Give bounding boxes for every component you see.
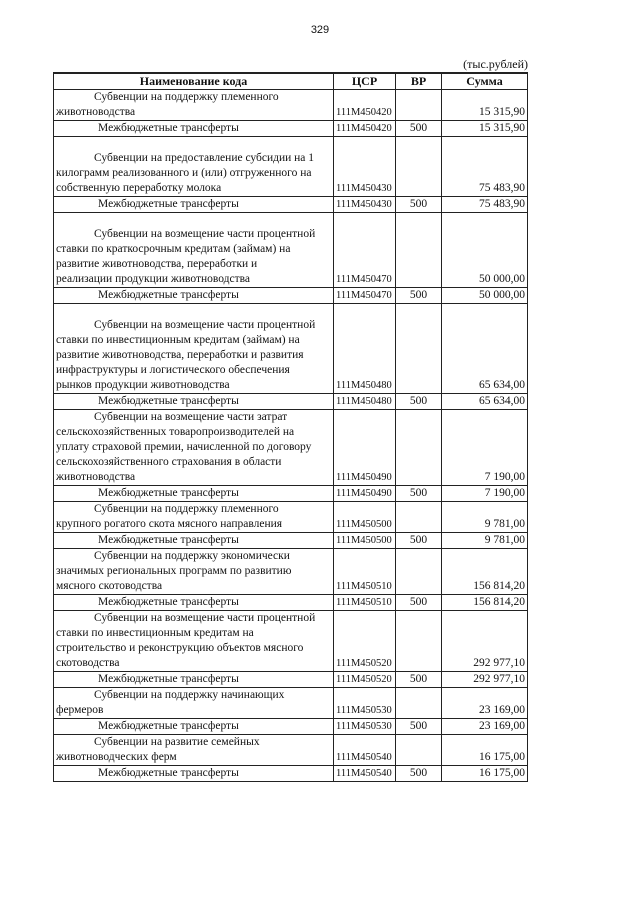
subrow-name: Межбюджетные трансферты [54,288,334,304]
row-name [54,213,334,288]
row-name-line: крупного рогатого скота мясного направления [56,518,283,530]
row-name-line: Субвенции на возмещение части процентной [94,319,316,331]
row-csr: 111М450530 [334,688,396,719]
subrow-csr: 111М450480 [334,394,396,410]
row-sum: 75 483,90 [442,137,528,197]
row-name-line: Субвенции на поддержку экономически [94,550,290,562]
row-name-line: скотоводства [56,657,120,669]
subrow-name: Межбюджетные трансферты [54,486,334,502]
row-name-line: Субвенции на поддержку племенного [94,503,279,515]
table-row [54,735,528,766]
subrow-sum: 65 634,00 [442,394,528,410]
row-name [54,304,334,394]
header-vr: ВР [396,73,442,90]
subrow-csr: 111М450420 [334,121,396,137]
subrow-sum: 9 781,00 [442,533,528,549]
row-name-line: значимых региональных программ по развитию [56,565,292,577]
header-name: Наименование кода [54,73,334,90]
row-name-line: ставки по инвестиционным кредитам (займам) на [56,334,300,346]
row-name-line: животноводства [56,471,136,483]
row-name-line: животноводческих ферм [56,751,177,763]
row-name-line: уплату страховой премии, начисленной по договору [56,441,312,453]
row-name-line: мясного скотоводства [56,580,163,592]
row-name-line: килограмм реализованного и (или) отгруженного на [56,167,312,179]
row-sum: 156 814,20 [442,549,528,595]
row-name-line: Субвенции на возмещение части процентной [94,612,316,624]
row-name-line: сельскохозяйственного страхования в области [56,456,282,468]
subrow-name: Межбюджетные трансферты [54,719,334,735]
subrow-sum: 23 169,00 [442,719,528,735]
row-sum: 9 781,00 [442,502,528,533]
subrow-vr: 500 [396,719,442,735]
row-name-line: Субвенции на возмещение части затрат [94,411,288,423]
row-name-line: сельскохозяйственных товаропроизводителей на [56,426,295,438]
row-name-line: ставки по краткосрочным кредитам (займам) на [56,243,291,255]
row-name-line: собственную переработку молока [56,182,222,194]
row-name [54,611,334,672]
table-header-row [54,73,528,90]
row-name-line: Субвенции на поддержку начинающих [94,689,285,701]
page-number: 329 [310,24,330,36]
table-row [54,137,528,197]
row-vr [396,410,442,486]
subrow-name: Межбюджетные трансферты [54,121,334,137]
row-name [54,502,334,533]
subrow-csr: 111М450540 [334,766,396,782]
row-csr: 111М450470 [334,213,396,288]
table-subrow [54,595,528,611]
row-name-line: животноводства [56,106,136,118]
subrow-name: Межбюджетные трансферты [54,394,334,410]
subrow-vr: 500 [396,672,442,688]
row-name [54,688,334,719]
row-sum: 16 175,00 [442,735,528,766]
header-csr: ЦСР [334,73,396,90]
table-subrow [54,533,528,549]
row-name-line: ставки по инвестиционным кредитам на [56,627,254,639]
row-name [54,410,334,486]
row-csr: 111М450430 [334,137,396,197]
subrow-csr: 111М450430 [334,197,396,213]
row-name-line: развитие животноводства, переработки и [56,258,258,270]
row-vr [396,688,442,719]
row-vr [396,502,442,533]
subrow-csr: 111М450520 [334,672,396,688]
row-name-line: фермеров [56,704,104,716]
row-spacer [56,137,331,151]
row-name-line: развитие животноводства, переработки и развития [56,349,304,361]
table-subrow [54,719,528,735]
row-name [54,137,334,197]
table-subrow [54,486,528,502]
row-csr: 111М450500 [334,502,396,533]
row-name-line: Субвенции на поддержку племенного [94,91,279,103]
subrow-name: Межбюджетные трансферты [54,533,334,549]
subrow-sum: 15 315,90 [442,121,528,137]
subrow-sum: 75 483,90 [442,197,528,213]
table-body [54,90,528,782]
row-name [54,735,334,766]
subrow-vr: 500 [396,197,442,213]
row-name [54,90,334,121]
table-row [54,304,528,394]
row-csr: 111М450480 [334,304,396,394]
subrow-csr: 111М450470 [334,288,396,304]
row-name-line: рынков продукции животноводства [56,379,230,391]
table-row [54,611,528,672]
units-label: (тыс.рублей) [463,57,528,71]
row-name-line: инфраструктуры и логистического обеспечения [56,364,290,376]
table-row [54,688,528,719]
subrow-name: Межбюджетные трансферты [54,197,334,213]
row-csr: 111М450540 [334,735,396,766]
row-sum: 50 000,00 [442,213,528,288]
subrow-csr: 111М450510 [334,595,396,611]
row-vr [396,549,442,595]
row-csr: 111М450490 [334,410,396,486]
subrow-sum: 156 814,20 [442,595,528,611]
table-subrow [54,288,528,304]
budget-table [53,72,528,782]
subrow-name: Межбюджетные трансферты [54,672,334,688]
row-sum: 292 977,10 [442,611,528,672]
row-sum: 23 169,00 [442,688,528,719]
subrow-csr: 111М450500 [334,533,396,549]
subrow-vr: 500 [396,766,442,782]
subrow-vr: 500 [396,121,442,137]
subrow-csr: 111М450490 [334,486,396,502]
table-row [54,213,528,288]
subrow-vr: 500 [396,595,442,611]
subrow-vr: 500 [396,533,442,549]
row-sum: 7 190,00 [442,410,528,486]
row-name-line: реализации продукции животноводства [56,273,251,285]
row-csr: 111М450510 [334,549,396,595]
subrow-sum: 16 175,00 [442,766,528,782]
table-subrow [54,394,528,410]
table-row [54,90,528,121]
subrow-vr: 500 [396,288,442,304]
table-row [54,410,528,486]
row-vr [396,611,442,672]
row-name-line: Субвенции на предоставление субсидии на 1 [94,152,315,164]
table-subrow [54,766,528,782]
subrow-name: Межбюджетные трансферты [54,595,334,611]
row-name [54,549,334,595]
subrow-name: Межбюджетные трансферты [54,766,334,782]
row-name-line: Субвенции на развитие семейных [94,736,260,748]
row-name-line: строительство и реконструкцию объектов мясного [56,642,304,654]
subrow-sum: 7 190,00 [442,486,528,502]
header-sum: Сумма [442,73,528,90]
table-subrow [54,121,528,137]
table-subrow [54,197,528,213]
table-row [54,502,528,533]
row-vr [396,137,442,197]
subrow-vr: 500 [396,486,442,502]
row-spacer [56,213,331,227]
row-vr [396,213,442,288]
table-row [54,549,528,595]
row-name-line: Субвенции на возмещение части процентной [94,228,316,240]
row-spacer [56,304,331,318]
row-vr [396,304,442,394]
row-sum: 15 315,90 [442,90,528,121]
subrow-sum: 292 977,10 [442,672,528,688]
row-csr: 111М450420 [334,90,396,121]
row-sum: 65 634,00 [442,304,528,394]
subrow-vr: 500 [396,394,442,410]
table-subrow [54,672,528,688]
row-vr [396,90,442,121]
subrow-csr: 111М450530 [334,719,396,735]
row-csr: 111М450520 [334,611,396,672]
row-vr [396,735,442,766]
subrow-sum: 50 000,00 [442,288,528,304]
